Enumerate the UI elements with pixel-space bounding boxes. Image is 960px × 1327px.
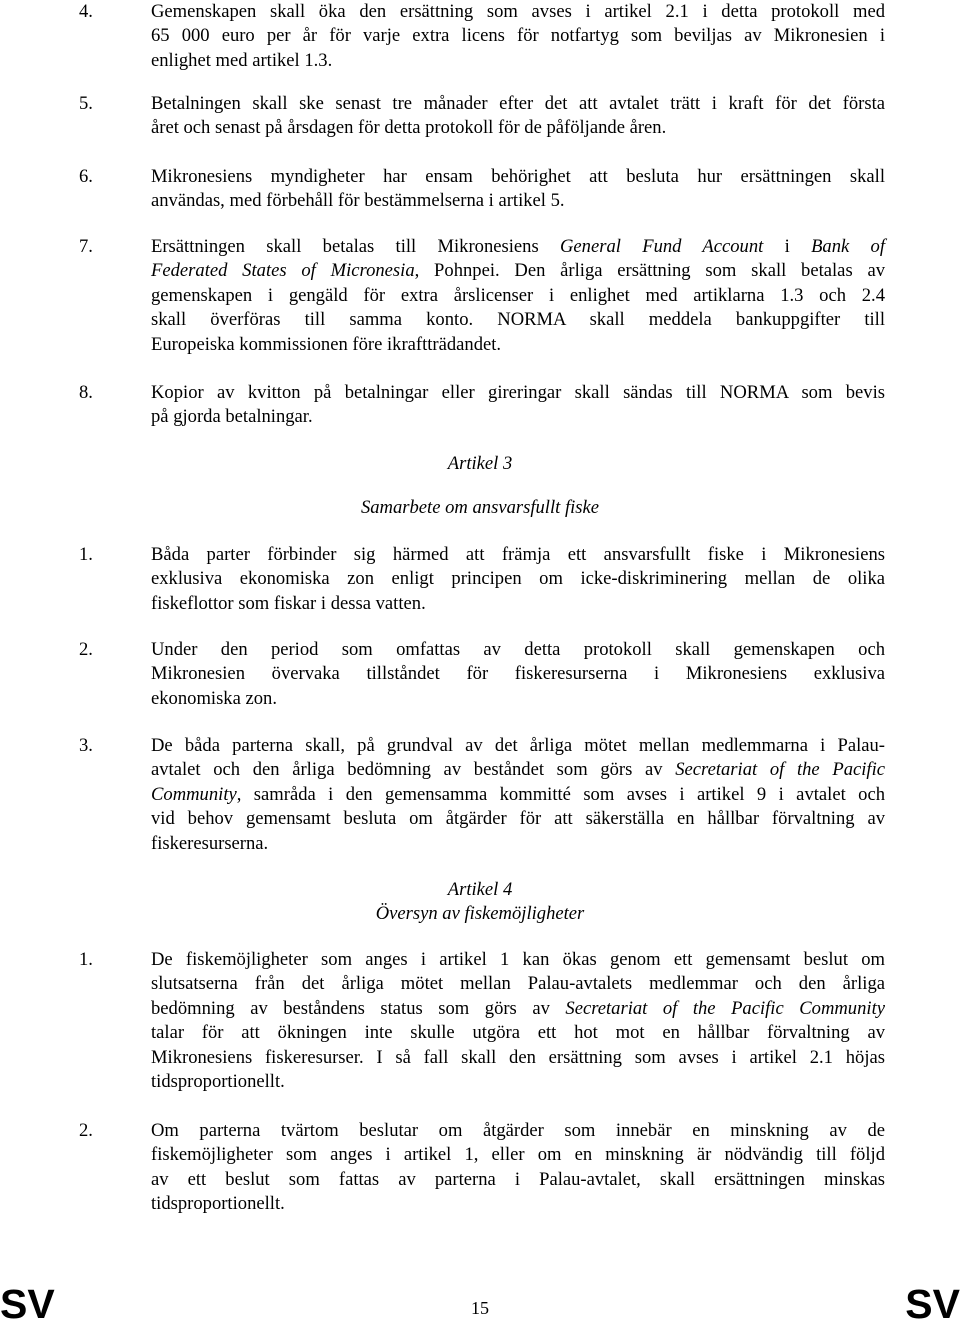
list-item	[79, 381, 885, 430]
article-4-subheading: Översyn av fiskemöjligheter	[375, 903, 585, 924]
list-item	[79, 0, 885, 73]
item-text	[151, 0, 885, 73]
text-line: Ersättningen skall betalas till Mikronesiens General Fund Account i Bank of	[151, 236, 886, 257]
article-4-heading: Artikel 4	[447, 879, 513, 900]
text-line: Europeiska kommissionen före ikraftträdandet.	[151, 333, 502, 355]
text-line: Mikronesien övervaka tillståndet för fiskeresurserna i Mikronesiens exklusiva	[151, 663, 885, 685]
item-text	[151, 381, 885, 430]
item-number: 1.	[79, 949, 93, 970]
text-line: Om parterna tvärtom beslutar om åtgärder som innebär en minskning av de	[151, 1120, 885, 1141]
list-item	[79, 948, 885, 1094]
text-line: fiskemöjligheter som anges i artikel 1, eller om en minskning är nödvändig till följd	[151, 1144, 885, 1166]
text-line: skall överföras till samma konto. NORMA skall meddela bankuppgifter till	[151, 309, 885, 331]
list-item	[79, 1119, 885, 1217]
item-number: 8.	[79, 382, 93, 403]
footer-language-left: SV	[0, 1281, 55, 1327]
list-item	[79, 235, 885, 357]
item-text	[151, 543, 885, 616]
text-line: Gemenskapen skall öka den ersättning som avses i artikel 2.1 i detta protokoll med	[151, 1, 885, 22]
text-line: avtalet och den årliga bedömning av beståndet som görs av Secretariat of the Pacific	[151, 759, 885, 781]
text-line: Båda parter förbinder sig härmed att främja ett ansvarsfullt fiske i Mikronesiens	[151, 544, 885, 565]
item-number: 2.	[79, 639, 93, 660]
item-text	[151, 92, 885, 141]
item-text	[151, 948, 885, 1094]
text-line: De fiskemöjligheter som anges i artikel 1 kan ökas genom ett gemensamt beslut om	[151, 949, 885, 970]
text-line: Federated States of Micronesia, Pohnpei. Den årliga ersättning som skall betalas av	[151, 260, 886, 282]
text-line: Kopior av kvitton på betalningar eller gireringar skall sändas till NORMA som bevis	[151, 382, 885, 403]
text-line: tidsproportionellt.	[151, 1193, 285, 1215]
item-number: 6.	[79, 166, 93, 187]
item-number: 4.	[79, 1, 93, 22]
item-text	[151, 165, 885, 214]
text-line: vid behov gemensamt besluta om åtgärder för att säkerställa en hållbar förvaltning av	[151, 808, 885, 830]
text-line: fiskeflottor som fiskar i dessa vatten.	[151, 592, 426, 614]
text-line: talar för att ökningen inte skulle utgöra ett hot mot en hållbar förvaltning av	[151, 1022, 885, 1044]
article-3-subheading: Samarbete om ansvarsfullt fiske	[360, 497, 600, 518]
footer-language-right: SV	[905, 1281, 960, 1327]
text-line: Under den period som omfattas av detta protokoll skall gemenskapen och	[151, 639, 885, 660]
text-line: enlighet med artikel 1.3.	[151, 49, 333, 71]
text-line: 65 000 euro per år för varje extra licens för notfartyg som beviljas av Mikronesien i	[151, 25, 885, 47]
text-line: av ett beslut som fattas av parterna i Palau-avtalet, skall ersättningen minskas	[151, 1168, 885, 1190]
text-line: användas, med förbehåll för bestämmelserna i artikel 5.	[151, 190, 565, 212]
text-line: gemenskapen i gengäld för extra årslicenser i enlighet med artiklarna 1.3 och 2.4	[151, 284, 885, 306]
item-text	[151, 734, 885, 856]
article-3-heading: Artikel 3	[447, 453, 513, 474]
item-number: 5.	[79, 93, 93, 114]
text-line: bedömning av beståndens status som görs av Secretariat of the Pacific Community	[151, 997, 885, 1019]
item-number: 1.	[79, 544, 93, 565]
text-line: slutsatserna från det årliga mötet mellan Palau-avtalets medlemmar och den årliga	[151, 973, 885, 995]
text-line: Betalningen skall ske senast tre månader efter det att avtalet trätt i kraft för det första	[151, 93, 885, 114]
text-line: Mikronesiens myndigheter har ensam behörighet att besluta hur ersättningen skall	[151, 166, 885, 187]
text-line: Mikronesiens fiskeresurser. I så fall skall den ersättning som avses i artikel 2.1 höjas	[151, 1046, 885, 1068]
text-line: De båda parterna skall, på grundval av det årliga mötet mellan medlemmarna i Palau-	[151, 735, 885, 756]
item-number: 2.	[79, 1120, 93, 1141]
list-item	[79, 543, 885, 616]
page-number: 15	[471, 1298, 489, 1318]
item-text	[151, 235, 885, 357]
item-number: 3.	[79, 735, 93, 756]
text-line: året och senast på årsdagen för detta protokoll för de påföljande åren.	[151, 117, 667, 139]
list-item	[79, 165, 885, 214]
text-line: fiskeresurserna.	[151, 832, 269, 854]
text-line: Community, samråda i den gemensamma kommitté som avses i artikel 9 i avtalet och	[151, 783, 885, 805]
text-line: ekonomiska zon.	[151, 687, 277, 709]
list-item	[79, 638, 885, 711]
text-line: exklusiva ekonomiska zon enligt principen om icke-diskriminering mellan de olika	[151, 568, 885, 590]
list-item	[79, 734, 885, 856]
text-line: på gjorda betalningar.	[151, 406, 313, 428]
text-line: tidsproportionellt.	[151, 1071, 285, 1093]
item-text	[151, 1119, 885, 1217]
item-number: 7.	[79, 236, 93, 257]
list-item	[79, 92, 885, 141]
item-text	[151, 638, 885, 711]
